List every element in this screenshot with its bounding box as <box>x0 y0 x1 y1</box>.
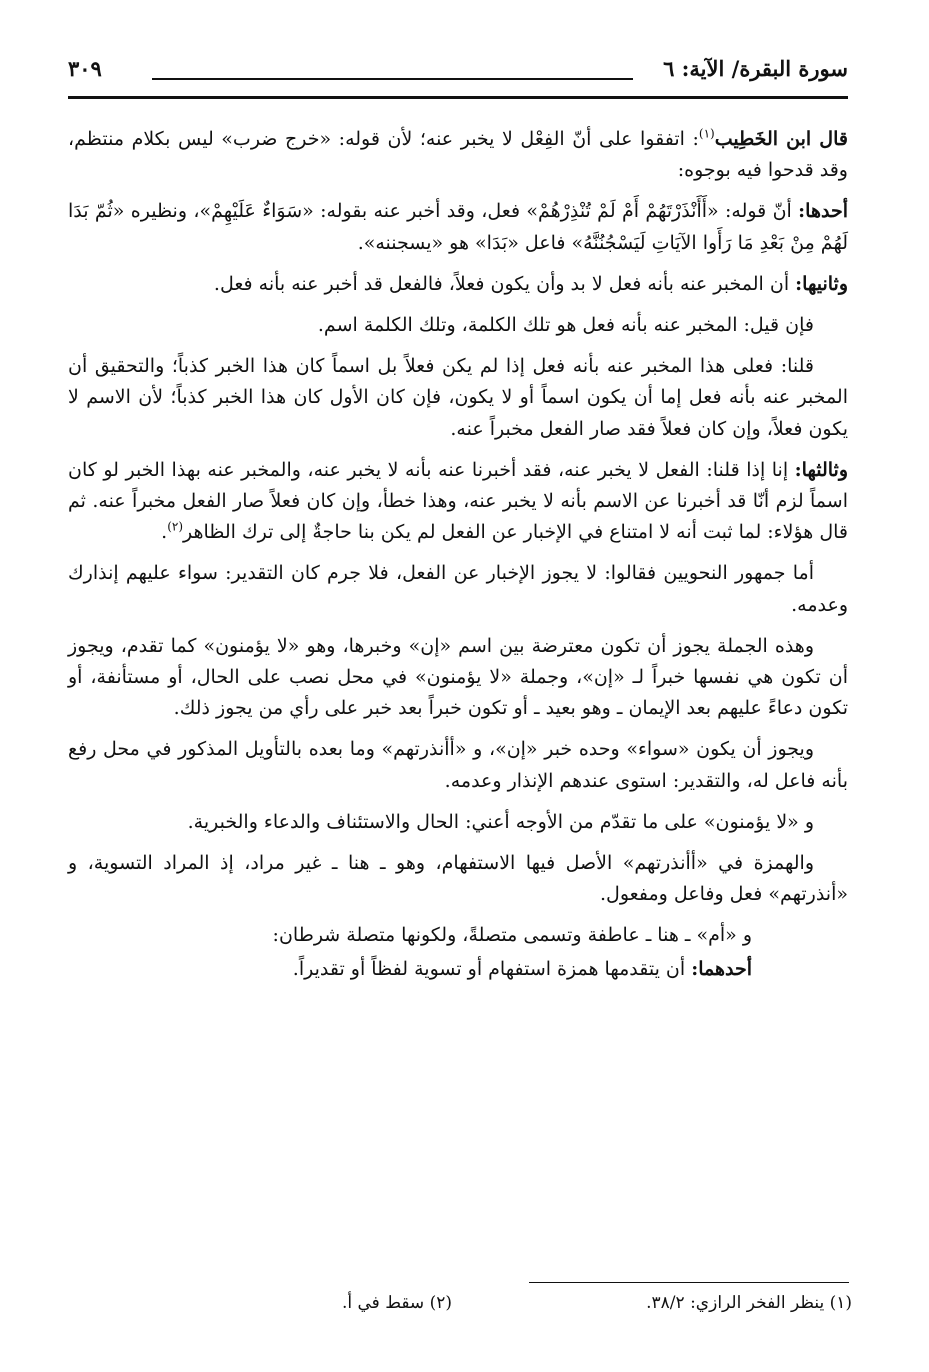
paragraph-text: ويجوز أن يكون «سواء» وحده خبر «إن»، و «أأنذرتهم» وما بعده بالتأويل المذكور في محل رفع بأنه فاعل له، والتقدير: استوى عندهم الإنذار وعدمه. <box>68 738 848 792</box>
paragraph-text: أما جمهور النحويين فقالوا: لا يجوز الإخبار عن الفعل، فلا جرم كان التقدير: سواء عليهم إنذارك وعدمه. <box>68 562 848 616</box>
paragraph-lead: أحدها: <box>798 200 848 223</box>
paragraph-5 <box>68 351 848 445</box>
paragraph-11 <box>68 848 848 910</box>
paragraph-lead: وثالثها: <box>794 458 848 481</box>
paragraph-lead: أحدهما: <box>691 957 752 980</box>
paragraph-9 <box>68 734 848 796</box>
footnote-marker: (١) <box>698 126 715 141</box>
paragraph-text: وهذه الجملة يجوز أن تكون معترضة بين اسم «إن» وخبرها، وهو «لا يؤمنون» كما تقدم، ويجوز أن تكون هي نفسها خبراً لـ «إن»، وجملة «لا يؤمنون» في محل نصب على الحال، أو مستأنفة، أو تكون دعاءً عليهم بعد الإيمان ـ وهو بعيد ـ أو تكون خبراً بعد خبر على رأي من يجوز ذلك. <box>68 634 848 720</box>
footnote-marker: (٢) <box>167 519 184 534</box>
main-text <box>68 124 848 987</box>
header-dash-line <box>152 78 633 80</box>
footnote-1: (١) ينظر الفخر الرازي: ٣٨/٢. <box>646 1293 852 1313</box>
paragraph-3 <box>68 269 848 300</box>
paragraph-13 <box>68 954 752 985</box>
paragraph-text: قلنا: فعلى هذا المخبر عنه بأنه فعل إذا لم يكن فعلاً بل اسماً كان هذا الخبر كذباً؛ والتحقيق أن المخبر عنه بأنه فعل إما أن يكون اسماً أو لا يكون، فإن كان الأول كان هذا الخبر كذباً؛ لأن الاسم لا يكون فعلاً، وإن كان فعلاً فقد صار الفعل مخبراً عنه. <box>68 355 848 440</box>
paragraph-text: أنّ قوله: «أَأَنْذَرْتَهُمْ أَمْ لَمْ تُنْذِرْهُمْ» فعل، وقد أخبر عنه بقوله: «سَوَاءٌ عَلَيْهِمْ»، ونظيره «ثُمّ بَدَا لَهُمْ مِنْ بَعْدِ مَا رَأَوا الآيَاتِ لَيَسْجُنُنَّهُ» فاعل «بَدَا» هو «يسجننه». <box>68 200 848 254</box>
paragraph-8 <box>68 631 848 725</box>
header-rule <box>68 96 848 99</box>
paragraph-10 <box>68 807 848 838</box>
paragraph-lead: وثانيها: <box>795 272 848 295</box>
paragraph-7 <box>68 558 848 620</box>
paragraph-text: أن يتقدمها همزة استفهام أو تسوية لفظاً أو تقديراً. <box>292 957 692 980</box>
running-header <box>68 54 848 94</box>
paragraph-1 <box>68 124 848 186</box>
paragraph-4 <box>68 310 848 341</box>
footnote-separator <box>529 1282 849 1283</box>
paragraph-text: فإن قيل: المخبر عنه بأنه فعل هو تلك الكلمة، وتلك الكلمة اسم. <box>317 314 814 337</box>
paragraph-text: إنا إذا قلنا: الفعل لا يخبر عنه، فقد أخبرنا عنه بأنه لا يخبر عنه، والمخبر عنه بهذا الخبر لو كان اسماً لزم أنّا قد أخبرنا عن الاسم بأنه لا يخبر عنه، وهذا خطأ، وإن كان فعلاً صار الفعل مخبراً عنه. ثم قال هؤلاء: لما ثبت أنه لا امتناع في الإخبار عن الفعل لم يكن بنا حاجةٌ إلى ترك الظاهر <box>68 458 848 544</box>
paragraph-end: . <box>161 521 168 544</box>
paragraph-text: والهمزة في «أأنذرتهم» الأصل فيها الاستفهام، وهو ـ هنا ـ غير مراد، إذ المراد التسوية، و «أنذرتهم» فعل وفاعل ومفعول. <box>68 852 848 906</box>
footnote-2: (٢) سقط في أ. <box>341 1293 452 1313</box>
paragraph-text: : اتفقوا على أنّ الفِعْل لا يخبر عنه؛ لأن قوله: «خرج ضرب» ليس بكلام منتظم، وقد قدحوا فيه بوجوه: <box>68 128 848 182</box>
page-number: ٣٠٩ <box>68 56 102 81</box>
paragraph-12 <box>68 920 752 951</box>
paragraph-lead: قال ابن الخَطِيب <box>714 128 848 150</box>
paragraph-text: و «لا يؤمنون» على ما تقدّم من الأوجه أعني: الحال والاستئناف والدعاء والخبرية. <box>187 810 814 833</box>
paragraph-6 <box>68 455 848 549</box>
header-title: سورة البقرة/ الآية: ٦ <box>663 56 848 81</box>
paragraph-2 <box>68 196 848 258</box>
paragraph-text: أن المخبر عنه بأنه فعل لا بد وأن يكون فعلاً، فالفعل قد أخبر عنه بأنه فعل. <box>213 272 796 295</box>
paragraph-text: و «أم» ـ هنا ـ عاطفة وتسمى متصلةً، ولكونها متصلة شرطان: <box>272 924 752 947</box>
